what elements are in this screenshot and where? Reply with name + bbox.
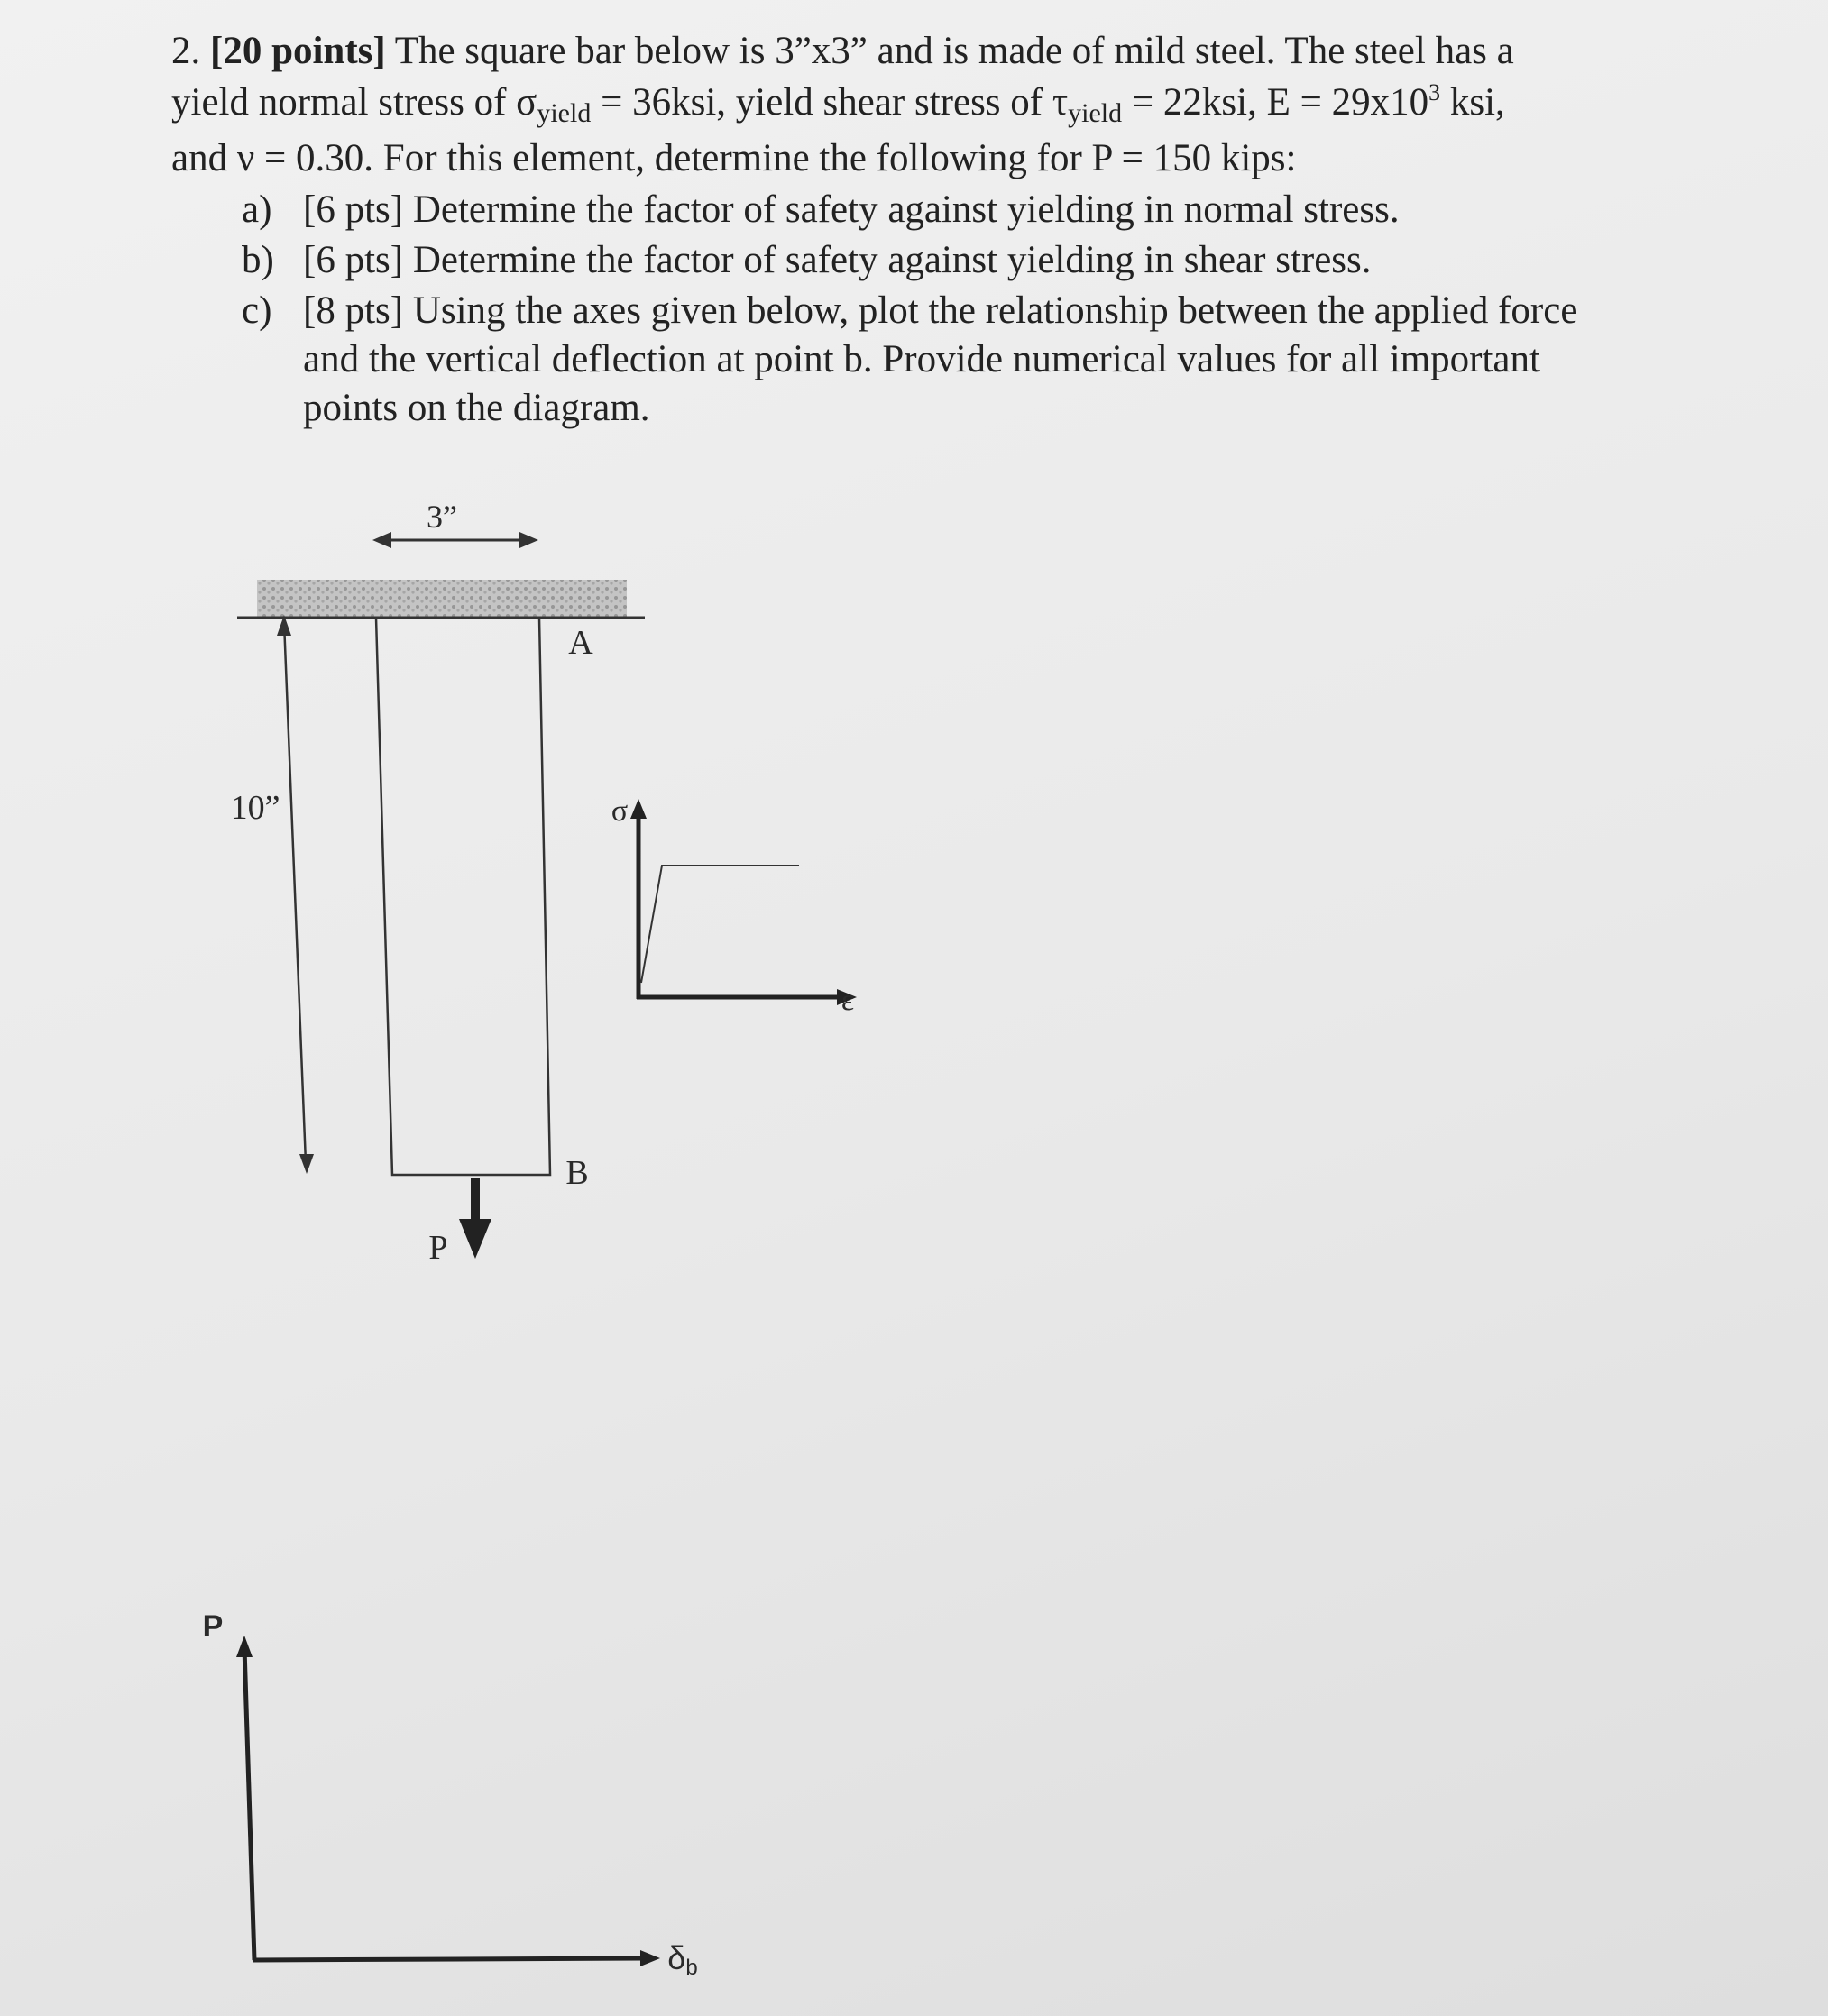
tau-yield-subscript: yield (1068, 98, 1123, 128)
point-a-label: A (568, 624, 593, 662)
load-deflection-axes (203, 1609, 698, 1980)
width-dimension (372, 499, 538, 548)
stress-axis-label: σ (611, 794, 629, 828)
point-b-label: B (565, 1154, 589, 1192)
problem-intro-2c: = 22ksi, E = 29x10 (1122, 81, 1429, 124)
problem-points: [20 points] (210, 30, 386, 72)
problem-intro-2a: yield normal stress of σ (171, 81, 537, 124)
width-label: 3” (427, 499, 457, 535)
part-c-text: [8 pts] Using the axes given below, plot the relationship between the applied force (303, 289, 1578, 332)
p-axis-label: P (202, 1609, 224, 1644)
fixed-support (237, 580, 645, 618)
length-label: 10” (230, 789, 280, 827)
problem-intro-2d: ksi, (1440, 81, 1505, 124)
deflection-axis-label (667, 1939, 697, 1980)
part-b-label: b) (242, 239, 274, 281)
load-label: P (428, 1229, 448, 1267)
part-c-text-3: points on the diagram. (303, 387, 650, 429)
delta-subscript: b (685, 1956, 698, 1980)
part-b-text: [6 pts] Determine the factor of safety against yielding in shear stress. (303, 239, 1372, 281)
part-a-label: a) (242, 188, 272, 231)
problem-intro-2b: = 36ksi, yield shear stress of τ (591, 81, 1069, 124)
load-arrow (428, 1178, 491, 1267)
problem-intro-1: The square bar below is 3”x3” and is made of mild steel. The steel has a (385, 30, 1514, 72)
stress-strain-diagram (611, 794, 857, 1017)
exponent: 3 (1428, 79, 1441, 105)
part-c-label: c) (242, 289, 272, 332)
part-c-text-2: and the vertical deflection at point b. Provide numerical values for all important (303, 338, 1540, 380)
problem-line-3: and ν = 0.30. For this element, determine the following for P = 150 kips: (171, 137, 1297, 179)
strain-axis-label: ε (841, 984, 855, 1017)
sigma-yield-subscript: yield (537, 98, 592, 128)
part-a-text: [6 pts] Determine the factor of safety against yielding in normal stress. (303, 188, 1400, 231)
length-dimension (231, 615, 314, 1174)
delta-symbol: δ (667, 1939, 686, 1976)
problem-number: 2. (171, 30, 201, 72)
square-bar (376, 618, 550, 1175)
